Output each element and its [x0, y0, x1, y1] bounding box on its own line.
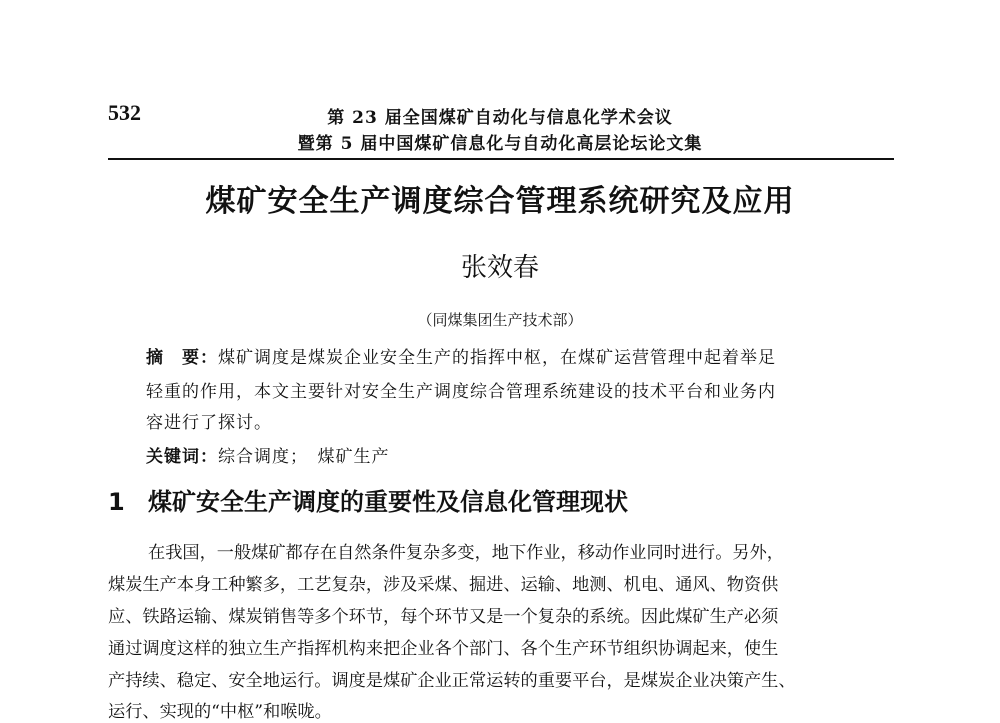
- author-name: 张效春: [460, 253, 539, 283]
- abstract-text: 煤矿调度是煤炭企业安全生产的指挥中枢，在煤矿运营管理中起着举足: [218, 348, 776, 368]
- paragraph-line: 通过调度这样的独立生产指挥机构来把企业各个部门、各个生产环节组织协调起来，使生: [108, 639, 779, 659]
- keywords-text: 综合调度； 煤矿生产: [218, 447, 390, 467]
- paragraph-line: 产持续、稳定、安全地运行。调度是煤矿企业正常运转的重要平台，是煤炭企业决策产生、: [108, 671, 796, 691]
- paragraph-line: 在我国，一般煤矿都存在自然条件复杂多变，地下作业，移动作业同时进行。另外，: [148, 543, 784, 563]
- conference-title-line2: 暨第 5 届中国煤矿信息化与自动化高层论坛论文集: [297, 134, 703, 154]
- paragraph-line: 煤炭生产本身工种繁多，工艺复杂，涉及采煤、掘进、运输、地测、机电、通风、物资供: [108, 575, 779, 595]
- section-title: 煤矿安全生产调度的重要性及信息化管理现状: [148, 488, 628, 516]
- abstract-line-1: [146, 343, 776, 368]
- section-heading: [108, 482, 628, 517]
- paragraph-line: 运行、实现的“中枢”和喉咙。: [108, 702, 332, 722]
- keywords: [146, 442, 390, 467]
- header-rule: [108, 158, 894, 160]
- abstract-label: 摘 要：: [146, 348, 218, 368]
- conference-title-line1: 第 23 届全国煤矿自动化与信息化学术会议: [327, 108, 673, 128]
- abstract-line-3: 容进行了探讨。: [146, 413, 272, 433]
- paper-title: 煤矿安全生产调度综合管理系统研究及应用: [205, 184, 795, 219]
- page-number: 532: [108, 100, 141, 125]
- abstract-line-2: 轻重的作用，本文主要针对安全生产调度综合管理系统建设的技术平台和业务内: [146, 382, 776, 402]
- keywords-label: 关键词：: [146, 447, 218, 467]
- section-number: 1: [108, 488, 125, 516]
- paragraph-line: 应、铁路运输、煤炭销售等多个环节，每个环节又是一个复杂的系统。因此煤矿生产必须: [108, 607, 779, 627]
- affiliation: （同煤集团生产技术部）: [417, 311, 583, 329]
